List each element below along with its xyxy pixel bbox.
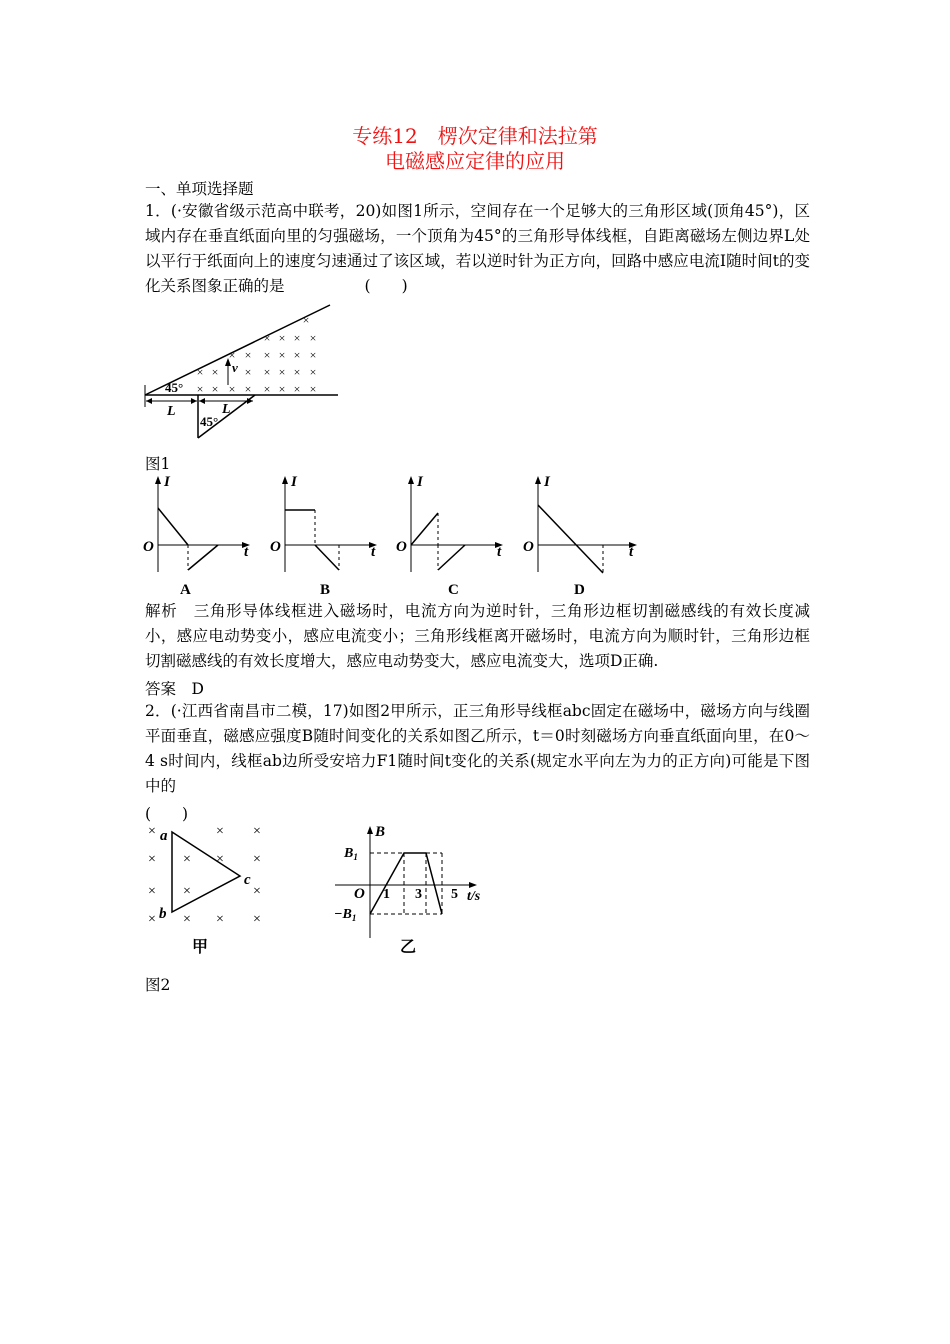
svg-text:×: × (183, 884, 191, 899)
tick-1: 1 (383, 887, 390, 902)
axis-label-t: t (629, 544, 634, 560)
question-2-text: 2．(·江西省南昌市二模，17)如图2甲所示，正三角形导线框abc固定在磁场中，磁场方向与线圈平面垂直，磁感应强度B随时间变化的关系如图乙所示，t＝0时刻磁场方向垂直纸面向里，在0～4 s时间内，线框ab边所受安培力F1随时间t变化的关系(规定水平向左为力的正方向)可能是下图中的 (145, 702, 810, 795)
option-label-d: D (574, 582, 585, 598)
angle-label-field: 45° (165, 380, 184, 395)
svg-text:×: × (244, 348, 252, 362)
svg-text:×: × (263, 382, 271, 396)
question-2-paren: ( ) (145, 805, 189, 823)
option-label-a: A (180, 582, 191, 598)
svg-text:×: × (278, 348, 286, 362)
svg-text:−B1 (334, 907, 356, 923)
svg-text:×: × (309, 382, 317, 396)
option-graph-d (520, 470, 650, 600)
title-line-2: 电磁感应定律的应用 (385, 149, 565, 173)
option-graph-a (140, 470, 260, 600)
svg-text:×: × (309, 331, 317, 345)
option-graph-b (267, 470, 387, 600)
axis-label-i: I (164, 474, 170, 490)
svg-text:×: × (216, 912, 224, 927)
axis-label-i: I (544, 474, 550, 490)
svg-text:×: × (293, 365, 301, 379)
svg-text:×: × (148, 852, 156, 867)
svg-text:×: × (216, 824, 224, 839)
neg-b1-subscript: 1 (351, 913, 357, 923)
magnetic-field-crosses (197, 313, 317, 396)
b1-subscript: 1 (353, 852, 358, 862)
origin-label: O (523, 539, 534, 555)
svg-text:×: × (148, 824, 156, 839)
axis-label-ts: t/s (467, 889, 481, 904)
b1-label: B (344, 846, 354, 861)
svg-text:×: × (183, 852, 191, 867)
vertex-b-label: b (159, 906, 167, 922)
tick-5: 5 (451, 887, 458, 902)
origin-label: O (354, 886, 365, 902)
origin-label: O (396, 539, 407, 555)
axis-label-b: B (375, 824, 386, 840)
figure-jia-caption: 甲 (192, 939, 209, 956)
vertex-a-label: a (160, 828, 168, 844)
svg-text:×: × (309, 365, 317, 379)
svg-text:×: × (211, 382, 219, 396)
axis-label-t: t (497, 544, 502, 560)
axis-label-t: t (244, 544, 249, 560)
option-graph-c (393, 470, 513, 600)
svg-text:×: × (228, 382, 236, 396)
figure-yi-caption: 乙 (400, 939, 417, 956)
figure-1-diagram (140, 300, 350, 450)
svg-text:×: × (244, 382, 252, 396)
svg-text:×: × (293, 382, 301, 396)
axis-label-i: I (417, 474, 423, 490)
svg-text:×: × (253, 824, 261, 839)
svg-text:×: × (263, 331, 271, 345)
question-1-text (145, 199, 810, 299)
title-line-1: 专练12 楞次定律和法拉第 (352, 124, 598, 148)
tick-3: 3 (415, 887, 422, 902)
neg-b1-label: −B (334, 907, 352, 922)
svg-text:×: × (216, 852, 224, 867)
svg-text:×: × (253, 852, 261, 867)
svg-text:×: × (196, 365, 204, 379)
svg-text:×: × (148, 912, 156, 927)
option-label-c: C (448, 582, 459, 598)
svg-text:×: × (211, 365, 219, 379)
svg-text:×: × (302, 313, 310, 327)
question-1-paren: ( ) (364, 277, 408, 295)
figure-2-yi (330, 820, 500, 960)
analysis-text: 解析 三角形导体线框进入磁场时，电流方向为逆时针，三角形边框切割磁感线的有效长度减小，感应电动势变小，感应电流变小；三角形线框离开磁场时，电流方向为顺时针，三角形边框切割磁感线的有效长度增大，感应电动势变大，感应电流变大，选项D正确. (145, 602, 810, 670)
svg-text:×: × (263, 348, 271, 362)
figure-2-caption: 图2 (145, 976, 171, 994)
svg-text:×: × (278, 382, 286, 396)
figure-2-jia (140, 820, 280, 960)
distance-label-2: L (222, 402, 231, 417)
answer-text: 答案 D (145, 680, 204, 698)
vertex-c-label: c (244, 872, 251, 888)
section-heading: 一、单项选择题 (145, 180, 254, 198)
angle-label-frame: 45° (200, 414, 219, 429)
distance-label-1: L (167, 404, 176, 419)
svg-text:×: × (293, 348, 301, 362)
svg-text:×: × (183, 912, 191, 927)
axis-label-i: I (291, 474, 297, 490)
svg-text:×: × (244, 365, 252, 379)
svg-text:×: × (253, 884, 261, 899)
svg-text:×: × (263, 365, 271, 379)
svg-text:×: × (253, 912, 261, 927)
svg-text:×: × (309, 348, 317, 362)
origin-label: O (143, 539, 154, 555)
svg-text:B1 (343, 846, 358, 862)
svg-text:×: × (293, 331, 301, 345)
question-1-body: 1．(·安徽省级示范高中联考，20)如图1所示，空间存在一个足够大的三角形区域(顶角45°)，区域内存在垂直纸面向里的匀强磁场，一个顶角为45°的三角形导体线框，自距离磁场左侧边界L处以平行于纸面向上的速度匀速通过了该区域，若以逆时针为正方向，回路中感应电流I随时间t的变化关系图象正确的是 (145, 202, 810, 295)
svg-text:×: × (228, 348, 236, 362)
axis-label-t: t (371, 544, 376, 560)
svg-text:×: × (196, 382, 204, 396)
svg-text:×: × (148, 884, 156, 899)
velocity-label: v (232, 360, 238, 375)
figure-1-caption: 图1 (145, 455, 171, 473)
svg-text:×: × (278, 365, 286, 379)
svg-text:×: × (278, 331, 286, 345)
option-label-b: B (320, 582, 331, 598)
origin-label: O (270, 539, 281, 555)
